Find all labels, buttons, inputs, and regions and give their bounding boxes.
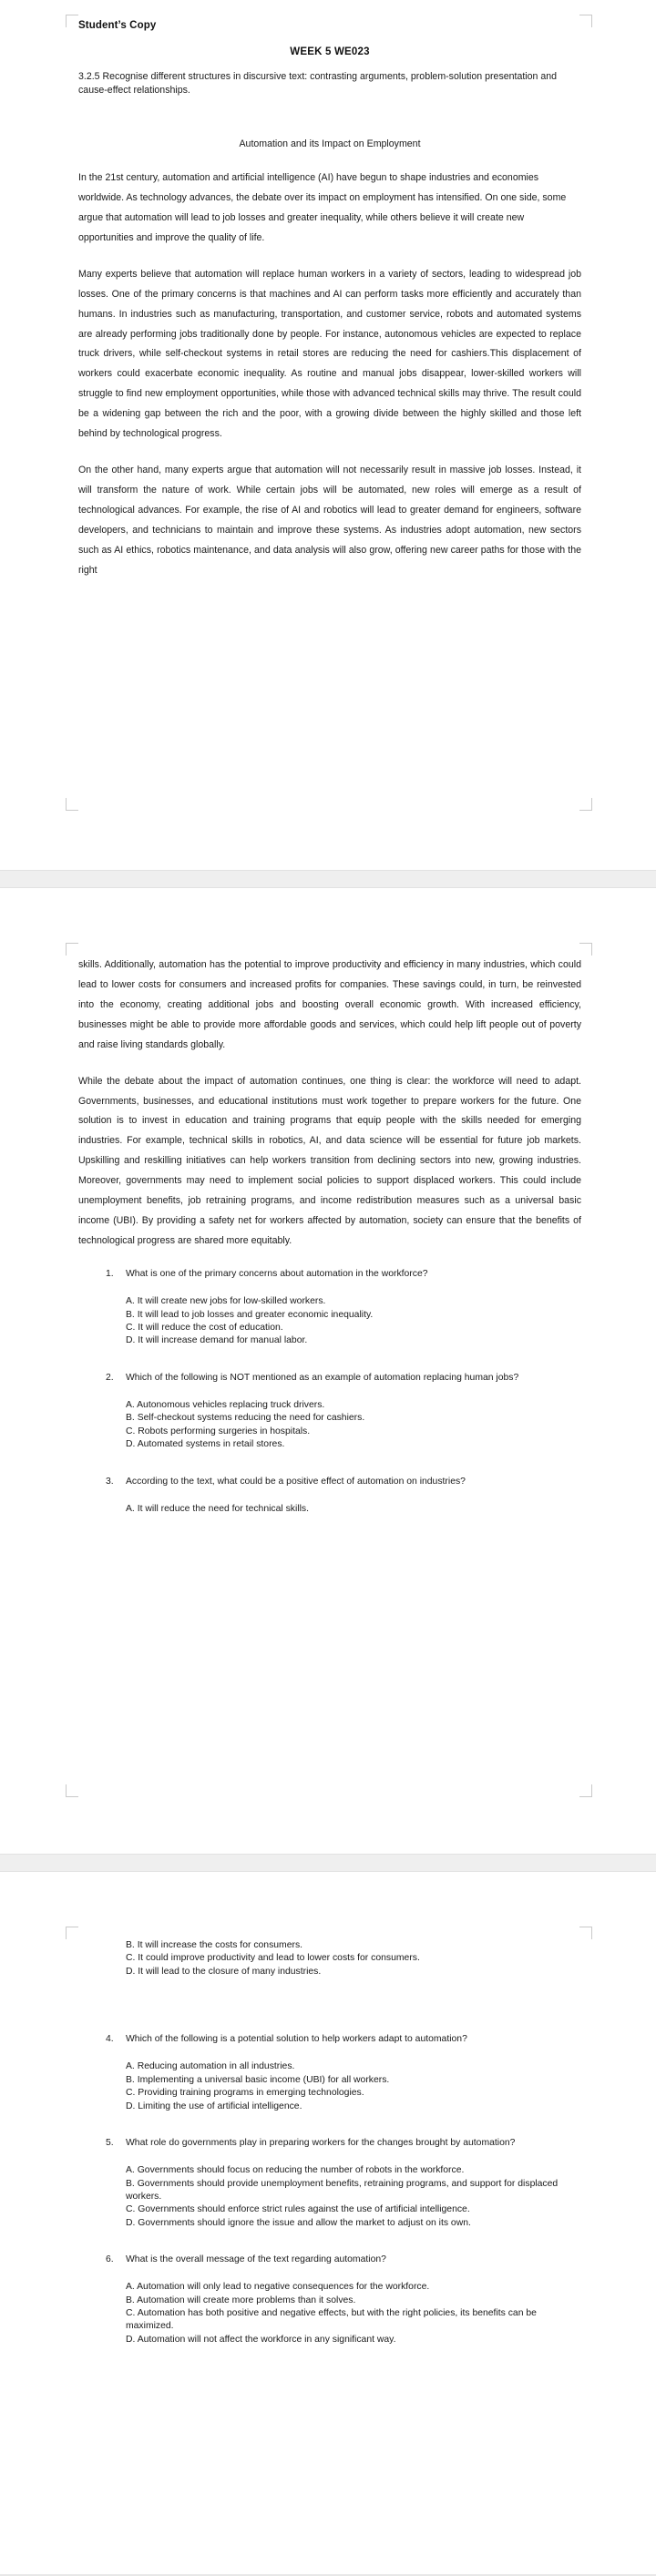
week-code-title: WEEK 5 WE023 bbox=[290, 46, 370, 57]
choice-option[interactable]: B. Automation will create more problems than it solves. bbox=[126, 2295, 356, 2305]
crop-mark-bottom-right-icon bbox=[579, 1784, 592, 1797]
choice-group bbox=[126, 2281, 581, 2346]
choice-option[interactable]: A. It will create new jobs for low-skilled workers. bbox=[126, 1296, 326, 1307]
question-text: Which of the following is a potential solution to help workers adapt to automation? bbox=[126, 2034, 467, 2045]
question-list-page-3 bbox=[78, 2033, 581, 2346]
choice-option[interactable]: C. Governments should enforce strict rules against the use of artificial intelligence. bbox=[126, 2204, 470, 2215]
choice-option[interactable]: C. Robots performing surgeries in hospitals. bbox=[126, 1426, 311, 1436]
article-paragraph: In the 21st century, automation and artificial intelligence (AI) have begun to shape industries and economies worldwide. As technology advances, the debate over its impact on employment has intensified. On one side, some argue that automation will lead to job losses and greater inequality, while others believe it will create new opportunities and improve the quality of life. bbox=[78, 172, 567, 243]
choice-option[interactable]: C. It will reduce the cost of education. bbox=[126, 1322, 283, 1333]
choice-group bbox=[126, 2060, 581, 2112]
crop-mark-top-left-icon bbox=[66, 943, 78, 956]
choice-option[interactable]: B. Governments should provide unemployment benefits, retraining programs, and support for displaced workers. bbox=[126, 2178, 559, 2202]
question-text: What role do governments play in preparing workers for the changes brought by automation? bbox=[126, 2137, 516, 2148]
document-page-1 bbox=[0, 0, 656, 870]
choice-group bbox=[126, 1399, 581, 1451]
crop-mark-bottom-right-icon bbox=[579, 798, 592, 811]
question-item bbox=[106, 1268, 581, 1348]
question-text: According to the text, what could be a positive effect of automation on industries? bbox=[126, 1476, 466, 1487]
article-title: Automation and its Impact on Employment bbox=[239, 138, 421, 150]
document-page-3 bbox=[0, 1872, 656, 2574]
choice-option[interactable]: D. Governments should ignore the issue and allow the market to adjust on its own. bbox=[126, 2217, 471, 2228]
crop-mark-bottom-left-icon bbox=[66, 798, 78, 811]
choice-option[interactable]: A. Reducing automation in all industries. bbox=[126, 2061, 295, 2072]
choice-option[interactable]: B. It will lead to job losses and greater economic inequality. bbox=[126, 1309, 374, 1320]
crop-mark-top-left-icon bbox=[66, 1927, 78, 1939]
choice-option[interactable]: B. It will increase the costs for consumers. bbox=[126, 1940, 303, 1950]
choice-option[interactable]: D. It will lead to the closure of many industries. bbox=[126, 1966, 322, 1977]
choice-group bbox=[126, 1295, 581, 1347]
student-copy-label: Student’s Copy bbox=[78, 20, 157, 31]
question-text: What is one of the primary concerns about automation in the workforce? bbox=[126, 1268, 428, 1279]
choice-option[interactable]: A. Automation will only lead to negative consequences for the workforce. bbox=[126, 2282, 430, 2293]
crop-mark-bottom-left-icon bbox=[66, 1784, 78, 1797]
question-item bbox=[106, 1476, 581, 1517]
choice-option[interactable]: B. Implementing a universal basic income (UBI) for all workers. bbox=[126, 2074, 390, 2085]
question-item bbox=[106, 2033, 581, 2113]
choice-option[interactable]: D. It will increase demand for manual labor. bbox=[126, 1335, 308, 1346]
question-item bbox=[106, 1372, 581, 1452]
choice-option[interactable]: D. Automation will not affect the workforce in any significant way. bbox=[126, 2334, 396, 2345]
article-paragraph: skills. Additionally, automation has the potential to improve productivity and efficiency in many industries, which could lead to lower costs for consumers and increased profits for companies. These savings could, in turn, be reinvested into the economy, creating additional jobs and boosting overall economic growth. With increased efficiency, businesses might be able to provide more affordable goods and services, which could help lift people out of poverty and raise living standards globally. bbox=[78, 959, 581, 1050]
choice-group bbox=[126, 1503, 581, 1516]
choice-option[interactable]: C. It could improve productivity and lead to lower costs for consumers. bbox=[126, 1953, 420, 1964]
crop-mark-top-right-icon bbox=[579, 1927, 592, 1939]
choice-option[interactable]: B. Self-checkout systems reducing the need for cashiers. bbox=[126, 1413, 365, 1424]
question-text: Which of the following is NOT mentioned as an example of automation replacing human jobs? bbox=[126, 1372, 519, 1383]
choice-group bbox=[126, 2164, 581, 2230]
question-text: What is the overall message of the text regarding automation? bbox=[126, 2254, 386, 2265]
choice-option[interactable]: A. Governments should focus on reducing the number of robots in the workforce. bbox=[126, 2165, 465, 2176]
choice-option[interactable]: D. Limiting the use of artificial intelligence. bbox=[126, 2101, 302, 2111]
question-item bbox=[106, 2137, 581, 2230]
article-paragraph: Many experts believe that automation will replace human workers in a variety of sectors, leading to widespread job losses. One of the primary concerns is that machines and AI can perform tasks more efficiently and accurately than humans. In industries such as manufacturing, transportation, and customer service, robots and automated systems are already performing jobs traditionally done by people. For instance, autonomous vehicles are expected to replace truck drivers, while self-checkout systems in retail stores are reducing the need for cashiers.This displacement of workers could exacerbate economic inequality. As routine and manual jobs disappear, lower-skilled workers will struggle to find new employment opportunities, while those with advanced technical skills may thrive. The result could be a widening gap between the rich and the poor, with a growing divide between the highly skilled and those left behind by technological progress. bbox=[78, 268, 581, 440]
page-separator bbox=[0, 1854, 656, 1872]
choice-option[interactable]: D. Automated systems in retail stores. bbox=[126, 1439, 285, 1450]
article-paragraph: On the other hand, many experts argue that automation will not necessarily result in massive job losses. Instead, it will transform the nature of work. While certain jobs will be automated, new roles will emerge as a result of technological advances. For example, the rise of AI and robotics will lead to greater demand for engineers, software developers, and technicians to maintain and improve these systems. As industries adopt automation, new sectors such as AI ethics, robotics maintenance, and data analysis will also grow, offering new career paths for those with the right bbox=[78, 465, 581, 576]
choice-option[interactable]: A. Autonomous vehicles replacing truck drivers. bbox=[126, 1400, 325, 1411]
document-page-2 bbox=[0, 888, 656, 1854]
choice-option[interactable]: C. Providing training programs in emerging technologies. bbox=[126, 2088, 364, 2099]
article-paragraph: While the debate about the impact of automation continues, one thing is clear: the workforce will need to adapt. Governments, businesses, and educational institutions must work together to prepare workers for the future. One solution is to invest in education and training programs that equip people with the skills needed for emerging industries. For example, technical skills in robotics, AI, and data science will be essential for future job markets. Upskilling and reskilling initiatives can help workers transition from declining sectors into new, growing industries. Moreover, governments may need to implement social policies to support displaced workers. This could include unemployment benefits, job retraining programs, and income redistribution measures such as a universal basic income (UBI). By providing a safety net for workers affected by automation, society can ensure that the benefits of technological progress are shared more equitably. bbox=[78, 1075, 581, 1246]
learning-objective-text: 3.2.5 Recognise different structures in discursive text: contrasting arguments, problem-solution presentation and cause-effect relationships. bbox=[78, 71, 558, 97]
question-list-page-2 bbox=[78, 1268, 581, 1516]
question-item bbox=[106, 2254, 581, 2346]
choice-option[interactable]: C. Automation has both positive and negative effects, but with the right policies, its benefits can be maximized. bbox=[126, 2308, 537, 2332]
page-separator bbox=[0, 870, 656, 888]
choice-option[interactable]: A. It will reduce the need for technical skills. bbox=[126, 1503, 309, 1514]
crop-mark-top-right-icon bbox=[579, 943, 592, 956]
choice-group-continued bbox=[78, 1939, 581, 1978]
